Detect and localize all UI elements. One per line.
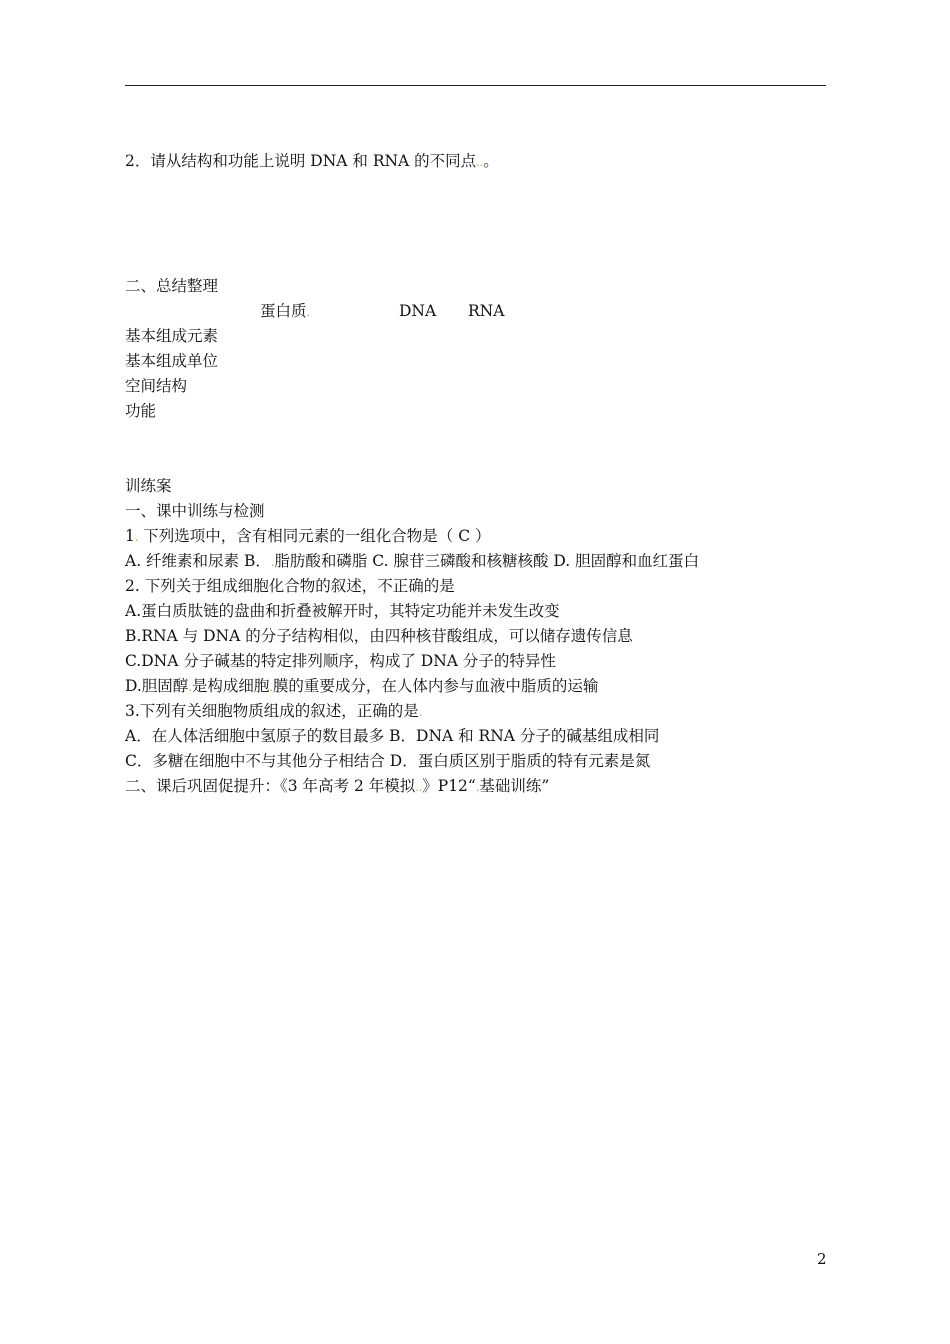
section-after-class: 二、课后巩固促提升：《3 年高考 2 年模拟..》P12“.基础训练” (125, 777, 550, 795)
q3-options-cd: C．多糖在细胞中不与其他分子相结合 D．蛋白质区别于脂质的特有元素是氮 (125, 752, 651, 770)
mark-dot: . (418, 706, 423, 719)
q1-options: A. 纤维素和尿素 B．.脂肪酸和磷脂 C. 腺苷三磷酸和核糖核酸 D. 胆固醇和血红蛋白 (125, 552, 700, 570)
header-rule (125, 85, 826, 86)
mark-dot: .. (415, 781, 423, 794)
q2-option-c: C.DNA 分子碱基的特定排列顺序，构成了 DNA 分子的特异性 (125, 652, 556, 670)
table-column-protein: 蛋白质. (260, 302, 311, 320)
q2-option-b: B.RNA 与 DNA 的分子结构相似，由四种核苷酸组成，可以储存遗传信息 (125, 627, 633, 645)
section-in-class: 一、课中训练与检测 (125, 502, 265, 520)
table-column-rna: RNA (468, 302, 505, 320)
q2-option-a: A.蛋白质肽链的盘曲和折叠被解开时，其特定功能并未发生改变 (125, 602, 560, 620)
q2-option-d: D.胆固醇.是构成细胞.膜的重要成分，在人体内参与血液中脂质的运输 (125, 677, 599, 695)
training-title: 训练案 (125, 477, 172, 495)
table-row-structure: 空间结构 (125, 377, 188, 395)
mark-dot: . (270, 556, 275, 569)
mark-dot: . (306, 306, 311, 319)
q1-stem: 1. 下列选项中，含有相同元素的一组化合物是（ C ） (125, 527, 491, 545)
q3-stem: 3.下列有关细胞物质组成的叙述，正确的是. (125, 702, 423, 720)
q2-stem: 2. 下列关于组成细胞化合物的叙述，不正确的是 (125, 577, 455, 595)
mark-dot: . (134, 531, 139, 544)
table-row-function: 功能 (125, 402, 157, 420)
question-2: 2．请从结构和功能上说明 DNA 和 RNA 的不同点..。 (125, 152, 499, 170)
summary-heading: 二、总结整理 (125, 277, 219, 295)
q3-options-ab: A．在人体活细胞中氢原子的数目最多 B．DNA 和 RNA 分子的碱基组成相同 (125, 727, 660, 745)
table-row-units: 基本组成单位 (125, 352, 219, 370)
mark-dot: . (188, 681, 192, 694)
table-column-dna: DNA (399, 302, 437, 320)
mark-dot: . (269, 681, 273, 694)
mark-dot: . (475, 781, 480, 794)
mark-dot: .. (476, 156, 484, 169)
page-number: 2 (817, 1250, 827, 1268)
table-row-elements: 基本组成元素 (125, 327, 219, 345)
